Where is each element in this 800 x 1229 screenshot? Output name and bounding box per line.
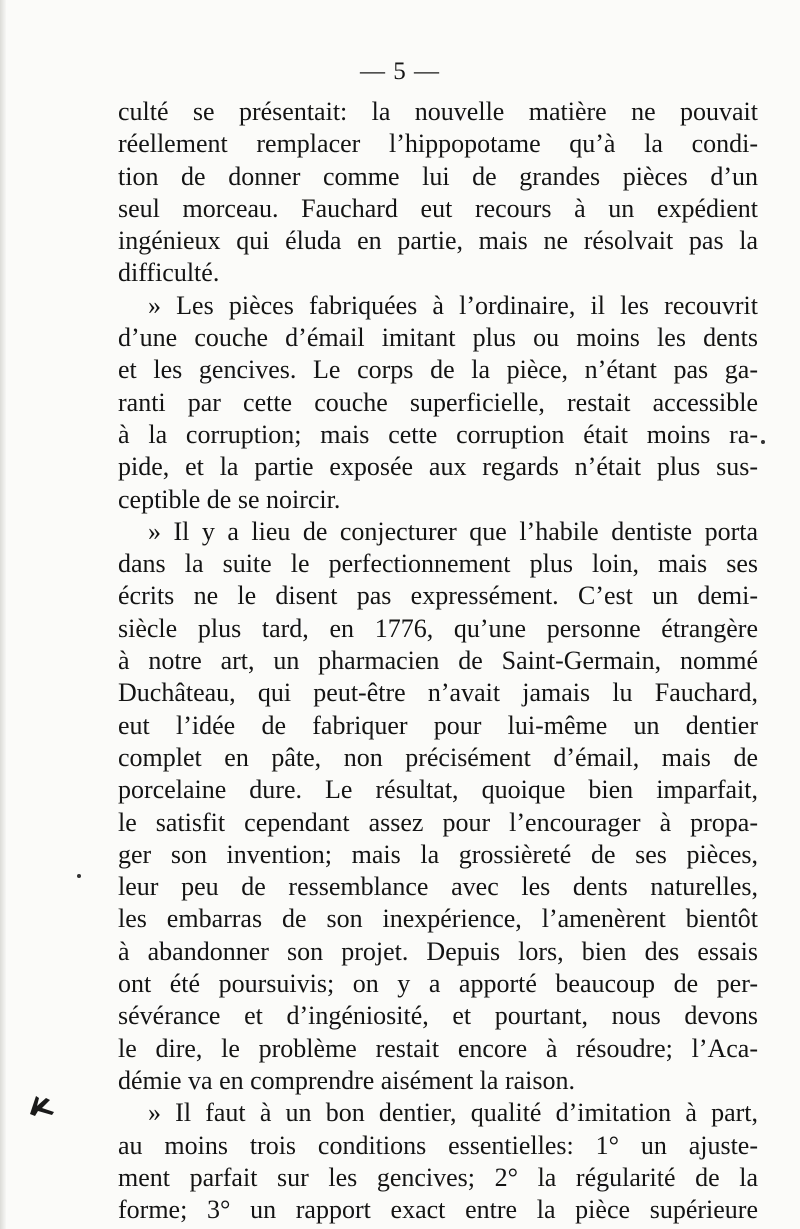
text-line: écrits ne le disent pas expressément. C’est un demi-: [118, 581, 758, 611]
text-line: réellement remplacer l’hippopotame qu’à la condi-: [118, 129, 758, 159]
text-line: pide, et la partie exposée aux regards n’était plus sus-: [118, 452, 758, 482]
margin-ink-mark: [26, 1092, 62, 1118]
text-line: ont été poursuivis; on y a apporté beaucoup de per-: [118, 969, 758, 999]
text-line: le dire, le problème restait encore à résoudre; l’Aca-: [118, 1033, 758, 1063]
text-line: à la corruption; mais cette corruption était moins ra-: [118, 419, 758, 449]
page-edge-shadow: [0, 0, 6, 1229]
text-line: » Il y a lieu de conjecturer que l’habile dentiste porta: [148, 516, 758, 546]
speck-dot: [77, 874, 81, 878]
text-line: complet en pâte, non précisément d’émail, mais de: [118, 742, 758, 772]
text-line: les embarras de son inexpérience, l’amenèrent bientôt: [118, 904, 758, 934]
text-line: au moins trois conditions essentielles: 1° un ajuste-: [118, 1130, 758, 1160]
text-line: ger son invention; mais la grossièreté de ses pièces,: [118, 839, 758, 869]
speck-dot: [761, 440, 765, 444]
text-line: le satisfit cependant assez pour l’encourager à propa-: [118, 807, 758, 837]
page-number-header: — 5 —: [360, 58, 440, 85]
text-line: ceptible de se noircir.: [118, 484, 341, 514]
text-line: Duchâteau, qui peut-être n’avait jamais lu Fauchard,: [118, 678, 758, 708]
text-line: ingénieux qui éluda en partie, mais ne résolvait pas la: [118, 226, 758, 256]
text-line: leur peu de ressemblance avec les dents naturelles,: [118, 872, 758, 902]
text-line: à abandonner son projet. Depuis lors, bien des essais: [118, 936, 758, 966]
text-line: dans la suite le perfectionnement plus loin, mais ses: [118, 549, 758, 579]
text-line: siècle plus tard, en 1776, qu’une personne étrangère: [118, 613, 758, 643]
text-line: tion de donner comme lui de grandes pièces d’un: [118, 161, 758, 191]
text-line: et les gencives. Le corps de la pièce, n’étant pas ga-: [118, 355, 758, 385]
text-line: forme; 3° un rapport exact entre la pièce supérieure: [118, 1195, 758, 1225]
text-line: seul morceau. Fauchard eut recours à un expédient: [118, 193, 758, 223]
text-line: démie va en comprendre aisément la raison.: [118, 1065, 575, 1095]
body-text: [118, 96, 758, 1226]
text-line: porcelaine dure. Le résultat, quoique bien imparfait,: [118, 775, 758, 805]
text-line: » Les pièces fabriquées à l’ordinaire, il les recouvrit: [148, 290, 758, 320]
text-line: difficulté.: [118, 258, 220, 288]
text-line: d’une couche d’émail imitant plus ou moins les dents: [118, 323, 758, 353]
text-line: à notre art, un pharmacien de Saint-Germain, nommé: [118, 646, 758, 676]
text-line: culté se présentait: la nouvelle matière ne pouvait: [118, 97, 758, 126]
text-line: ranti par cette couche superficielle, restait accessible: [118, 387, 758, 417]
text-line: sévérance et d’ingéniosité, et pourtant, nous devons: [118, 1001, 758, 1031]
text-line: ment parfait sur les gencives; 2° la régularité de la: [118, 1162, 758, 1192]
text-line: » Il faut à un bon dentier, qualité d’imitation à part,: [148, 1098, 758, 1128]
text-line: eut l’idée de fabriquer pour lui-même un dentier: [118, 710, 758, 740]
